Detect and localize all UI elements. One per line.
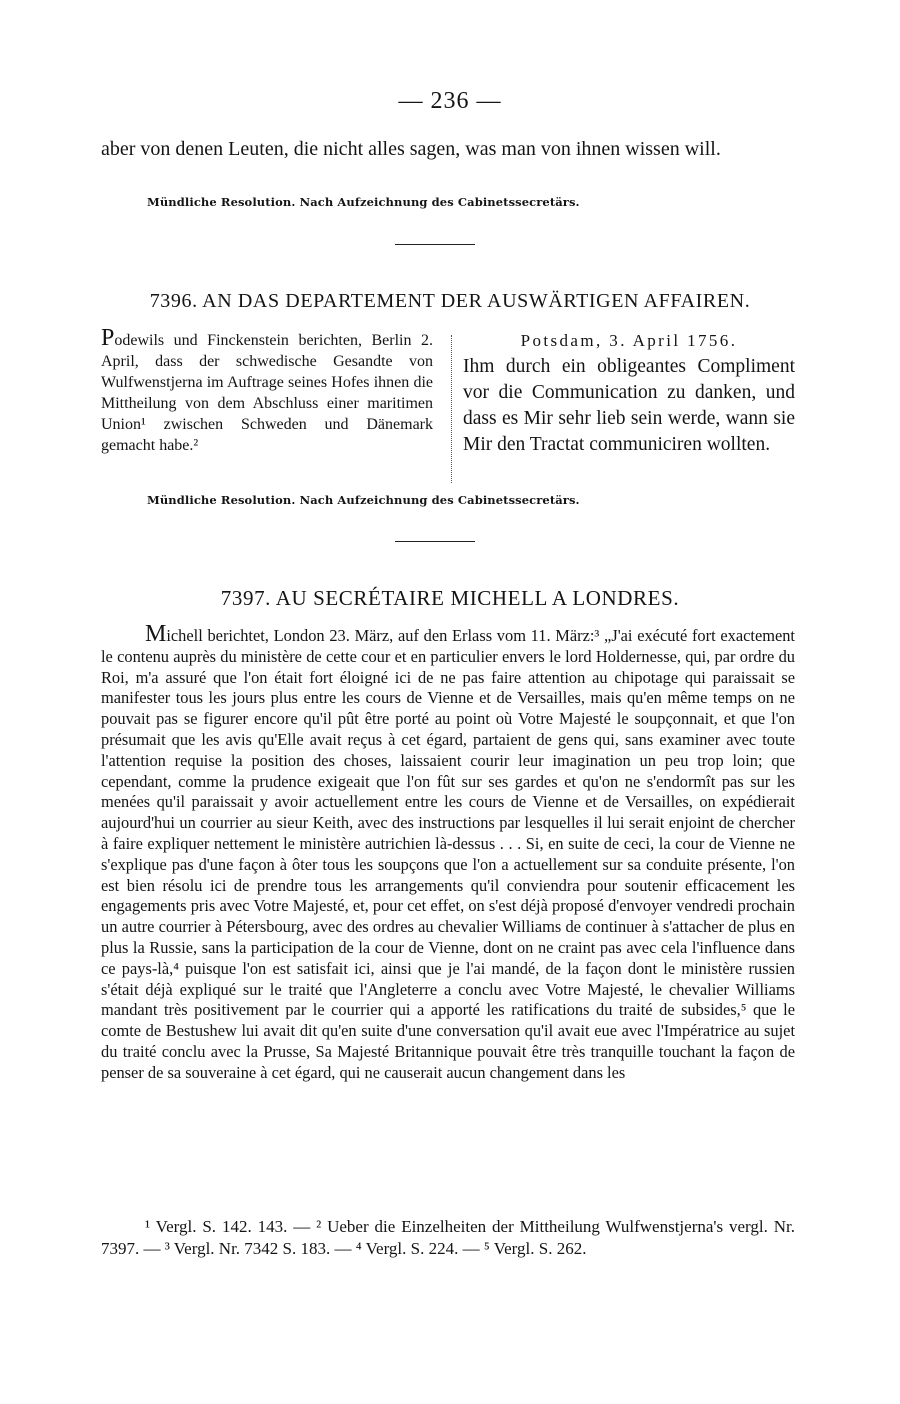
closing-paragraph: aber von denen Leuten, die nicht alles sagen, was man von ihnen wissen will.	[101, 138, 721, 160]
section-divider-rule-2	[395, 541, 475, 542]
summary-7396	[101, 325, 433, 456]
letter-7397	[101, 621, 795, 1084]
section-divider-rule	[395, 244, 475, 245]
footnotes: ¹ Vergl. S. 142. 143. — ² Ueber die Einzelheiten der Mittheilung Wulfwenstjerna's vergl. Nr. 7397. — ³ Vergl. Nr. 7342 S. 183. — ⁴ Vergl. S. 224. — ⁵ Vergl. S. 262.	[101, 1217, 795, 1258]
summary-initial: P	[101, 325, 115, 351]
dateline: Potsdam, 3. April 1756.	[520, 331, 738, 350]
decree-text: Ihm durch ein obligeantes Compliment vor die Communication zu danken, und dass es Mir sehr lieb sein werde, wann sie Mir den Tractat communiciren wollten.	[463, 356, 795, 455]
body-initial: M	[145, 621, 167, 647]
body-text: ichell berichtet, London 23. März, auf den Erlass vom 11. März:³ „J'ai exécuté fort exactement le contenu auprès du ministère de cette cour et en particulier envers le lord Holdernesse, qui, par ordre du Roi, m'a assuré que l'on était fort éloigné ici de ne pas faire attention au chipotage qui paraissait se manifester tous les jours plus entre les cours de Vienne et de Versailles, mais qu'en même temps on ne pouvait pas se figurer encore qu'il pût être porté au point où Votre Majesté le soupçonnait, et que l'on présumait que les avis qu'Elle avait reçus à cet égard, partaient de gens qui, sans examiner avec toute l'attention requise la position des choses, laissaient courir leur imagination un peu trop loin; que cependant, comme la prudence exigeait que l'on fût sur ses gardes et qu'on ne s'endormît pas sur les menées qu'il paraissait y avoir actuellement entre les cours de Vienne et de Versailles, on expédierait aujourd'hui un courrier au sieur Keith, avec des instructions par lesquelles il lui serait enjoint de chercher à faire expliquer nettement le ministère autrichien là-dessus . . . Si, en suite de ceci, la cour de Vienne ne s'explique pas d'une façon à ôter tous les soupçons que l'on a actuellement sur sa conduite présente, l'on est bien résolu ici de prendre tous les arrangements qu'il conviendra pour soutenir efficacement les engagements pris avec Votre Majesté, et, pour cet effet, on s'est déjà proposé d'envoyer vendredi prochain un autre courrier à Pétersbourg, avec des ordres au chevalier Williams de continuer à s'attacher de plus en plus la Russie, sans la participation de la cour de Vienne, dont on ne craint pas avec cela l'influence dans ce pays-là,⁴ puisque l'on est satisfait ici, ainsi que je l'ai mandé, de la façon dont le ministère russien s'était déjà expliqué sur le traité que l'Angleterre a conclu avec Votre Majesté, le chevalier Williams mandant très positivement par le courrier qui a apporté les ratifications du traité de subsides,⁵ que le comte de Bestushew lui avait dit qu'en suite d'une conversation qu'il avait eue avec l'Impératrice au sujet du traité conclu avec la Prusse, Sa Majesté Britannique pouvait être très tranquille touchant la façon de penser de sa souveraine à cet égard, qui ne causerait aucun changement dans les	[101, 626, 795, 1082]
heading-7397: 7397. AU SECRÉTAIRE MICHELL A LONDRES.	[220, 586, 680, 610]
page-number: — 236 —	[398, 88, 502, 114]
source-note-prev: Mündliche Resolution. Nach Aufzeichnung des Cabinetssecretärs.	[147, 195, 580, 209]
heading-7396: 7396. AN DAS DEPARTEMENT DER AUSWÄRTIGEN AFFAIREN.	[149, 290, 751, 312]
source-note-7396: Mündliche Resolution. Nach Aufzeichnung des Cabinetssecretärs.	[147, 493, 580, 507]
prev-item-closing-text	[101, 136, 795, 162]
summary-text: odewils und Finckenstein berichten, Berlin 2. April, dass der schwedische Gesandte von Wulfwenstjerna im Auftrage seines Hofes ihnen die Mittheilung von dem Abschluss einer maritimen Union¹ zwischen Schweden und Dänemark gemacht habe.²	[101, 332, 433, 454]
column-divider	[451, 335, 452, 483]
decree-7396	[463, 328, 795, 458]
